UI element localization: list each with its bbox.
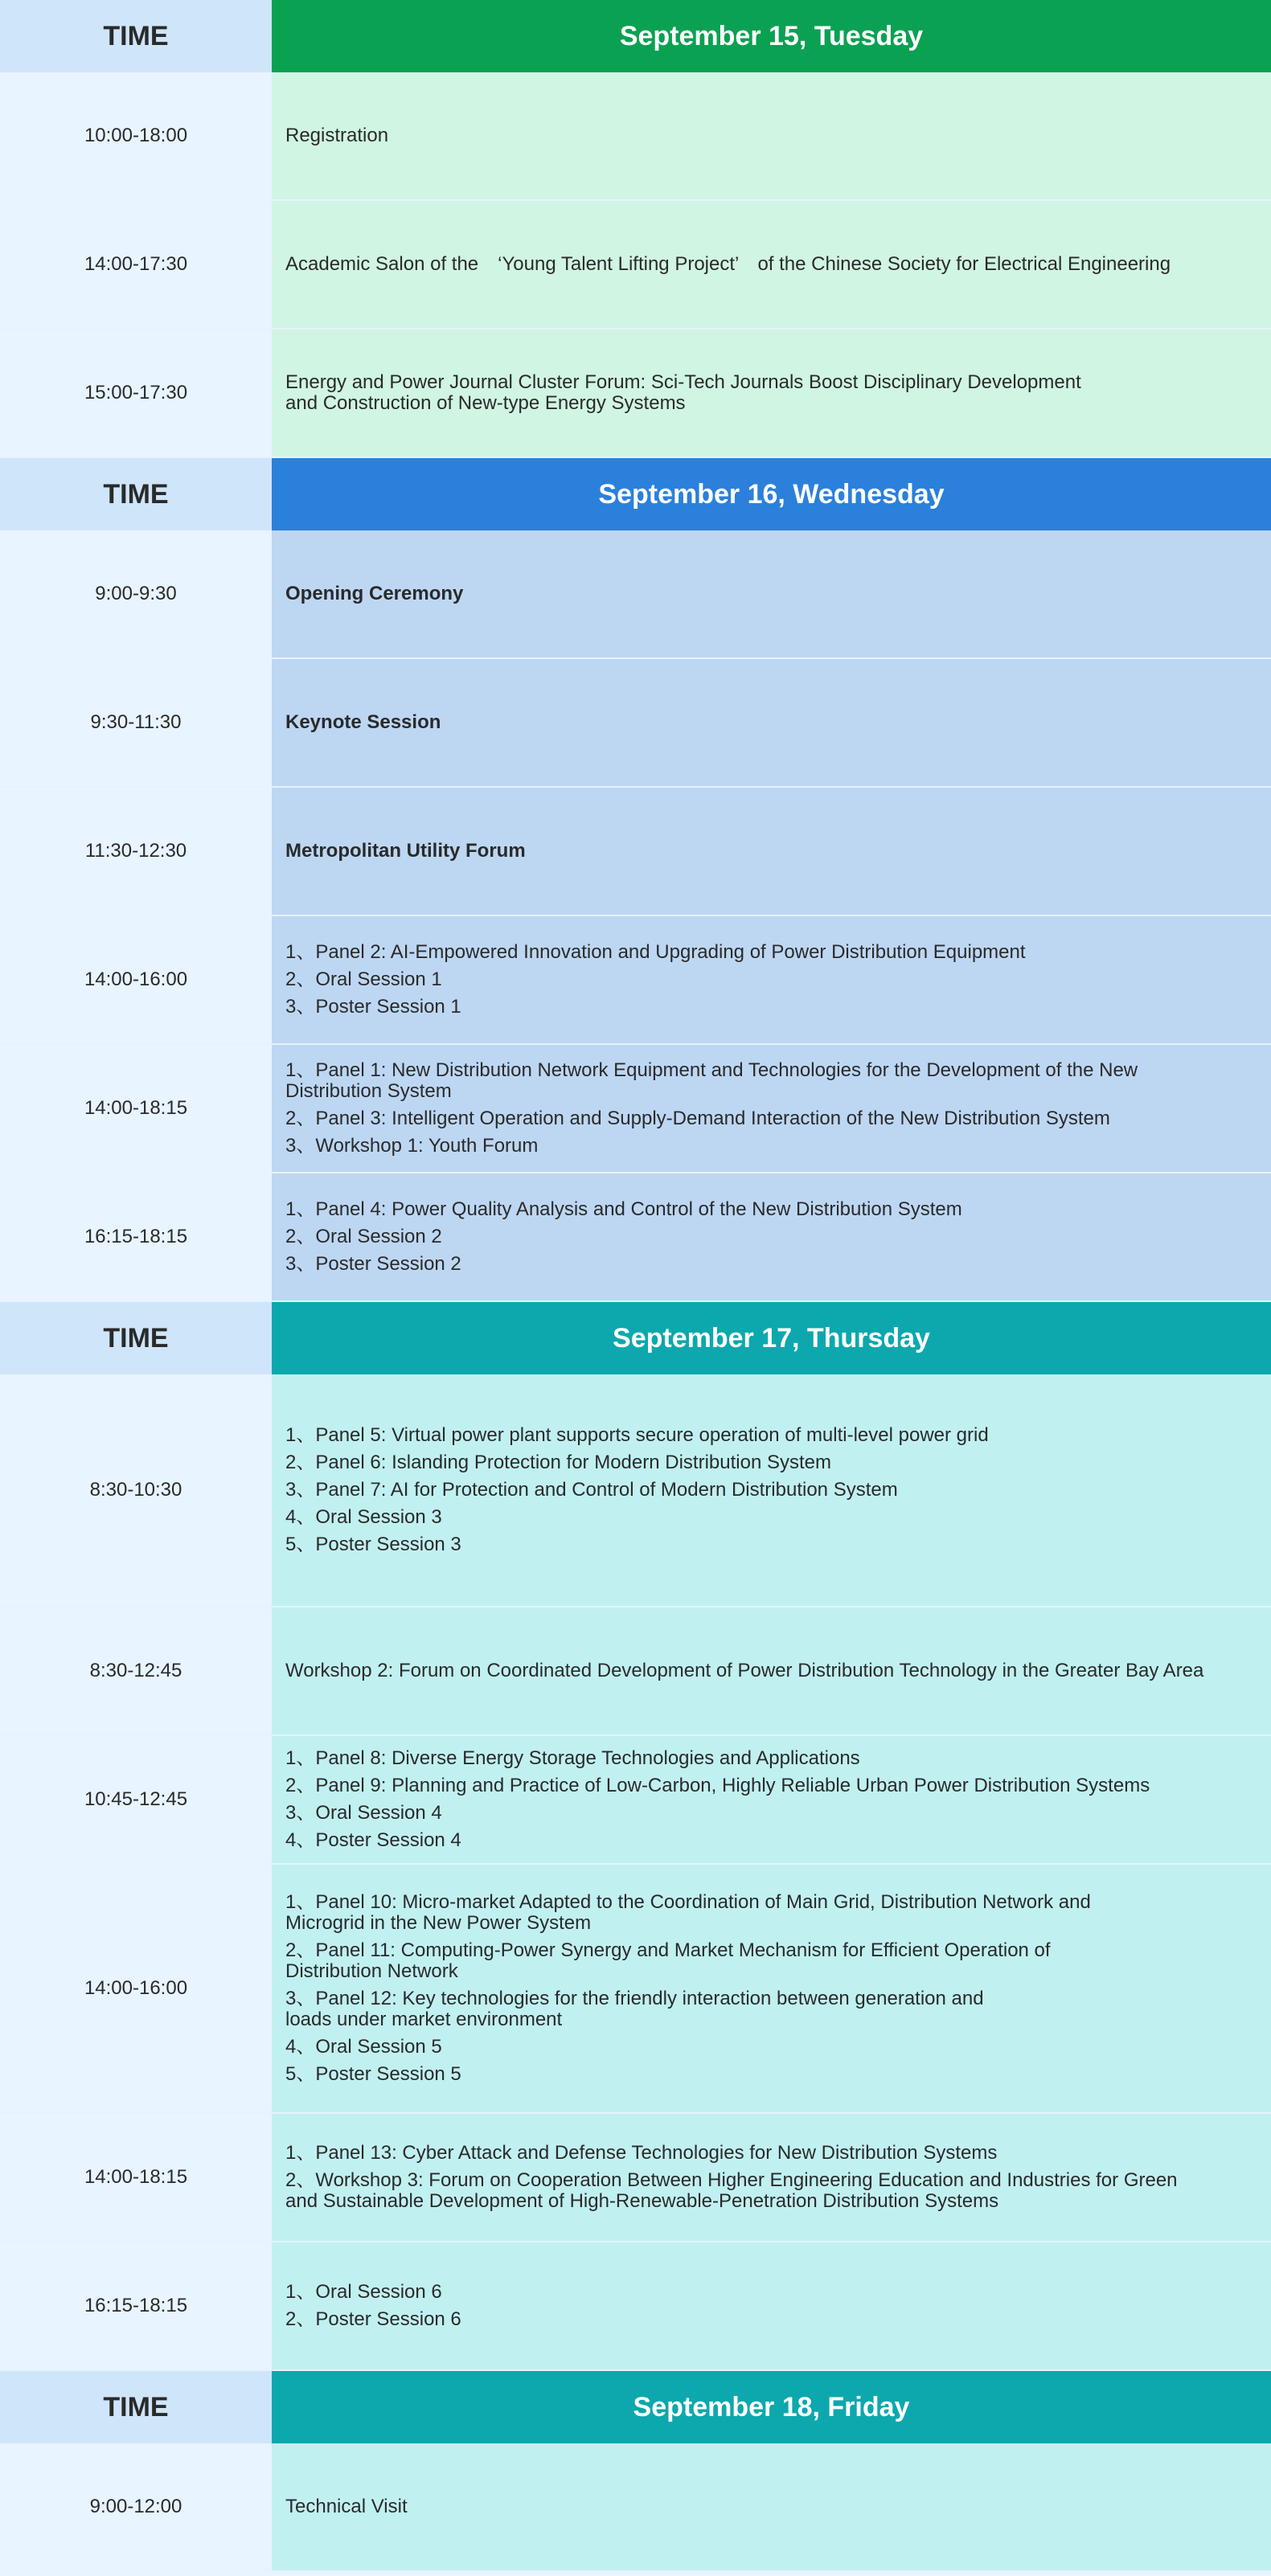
schedule-row bbox=[0, 916, 1271, 1045]
schedule-row bbox=[0, 530, 1271, 659]
session-content bbox=[272, 1173, 1271, 1300]
session-time: 9:00-12:00 bbox=[0, 2443, 272, 2570]
schedule-row bbox=[0, 1045, 1271, 1173]
session-item: 1、Panel 1: New Distribution Network Equipment and Technologies for the Development of the New Distribution System bbox=[285, 1059, 1138, 1102]
session-time: 16:15-18:15 bbox=[0, 1173, 272, 1300]
schedule-row bbox=[0, 1607, 1271, 1736]
session-content bbox=[272, 201, 1271, 328]
time-column-header: TIME bbox=[0, 458, 272, 530]
session-item: 4、Oral Session 3 bbox=[285, 1506, 442, 1528]
time-column-header: TIME bbox=[0, 1302, 272, 1374]
session-item: 1、Panel 8: Diverse Energy Storage Technologies and Applications bbox=[285, 1747, 860, 1769]
session-item: 2、Panel 11: Computing-Power Synergy and Market Mechanism for Efficient Operation of Distribution Network bbox=[285, 1939, 1051, 1982]
day-header bbox=[0, 0, 1271, 72]
schedule-row bbox=[0, 201, 1271, 330]
session-content bbox=[272, 2443, 1271, 2570]
schedule-row bbox=[0, 1173, 1271, 1302]
session-item: 2、Panel 3: Intelligent Operation and Supply-Demand Interaction of the New Distribution System bbox=[285, 1108, 1110, 1129]
session-content bbox=[272, 2114, 1271, 2241]
session-time: 16:15-18:15 bbox=[0, 2242, 272, 2369]
schedule-row bbox=[0, 2443, 1271, 2572]
schedule-row bbox=[0, 2114, 1271, 2242]
time-column-header: TIME bbox=[0, 0, 272, 72]
session-content bbox=[272, 530, 1271, 657]
session-item: Technical Visit bbox=[285, 2496, 408, 2517]
session-item: 3、Workshop 1: Youth Forum bbox=[285, 1135, 539, 1157]
session-item: Opening Ceremony bbox=[285, 583, 464, 604]
session-item: 2、Panel 6: Islanding Protection for Modern Distribution System bbox=[285, 1452, 831, 1473]
session-item: Academic Salon of the ‘Young Talent Lifting Project’ of the Chinese Society for Electrical Engineering bbox=[285, 253, 1171, 275]
day-date-header: September 18, Friday bbox=[272, 2371, 1271, 2443]
session-content bbox=[272, 2242, 1271, 2369]
session-item: 1、Panel 5: Virtual power plant supports secure operation of multi-level power grid bbox=[285, 1424, 989, 1446]
session-time: 14:00-16:00 bbox=[0, 916, 272, 1043]
session-time: 9:00-9:30 bbox=[0, 530, 272, 657]
session-item: 4、Oral Session 5 bbox=[285, 2036, 442, 2058]
session-item: 2、Oral Session 1 bbox=[285, 969, 442, 990]
schedule-row bbox=[0, 1865, 1271, 2114]
session-time: 8:30-10:30 bbox=[0, 1374, 272, 1606]
session-content bbox=[272, 1374, 1271, 1606]
session-time: 15:00-17:30 bbox=[0, 330, 272, 457]
session-item: 3、Poster Session 1 bbox=[285, 996, 461, 1018]
session-content bbox=[272, 1865, 1271, 2112]
day-date-header: September 16, Wednesday bbox=[272, 458, 1271, 530]
session-item: 1、Oral Session 6 bbox=[285, 2281, 442, 2303]
session-content bbox=[272, 1607, 1271, 1734]
schedule-row bbox=[0, 330, 1271, 458]
schedule-row bbox=[0, 659, 1271, 788]
day-date-header: September 15, Tuesday bbox=[272, 0, 1271, 72]
session-item: 1、Panel 10: Micro-market Adapted to the Coordination of Main Grid, Distribution Network and Microgrid in the New Power System bbox=[285, 1891, 1091, 1934]
session-item: Registration bbox=[285, 125, 389, 146]
session-item: Keynote Session bbox=[285, 711, 441, 733]
session-content bbox=[272, 1736, 1271, 1863]
session-item: 2、Workshop 3: Forum on Cooperation Between Higher Engineering Education and Industries for Green and Sustainable Development of High-Renewable-Penetration Distribution Systems bbox=[285, 2169, 1178, 2212]
session-item: 3、Poster Session 2 bbox=[285, 1253, 461, 1275]
day-header bbox=[0, 458, 1271, 530]
session-content bbox=[272, 659, 1271, 786]
day-section bbox=[0, 0, 1271, 458]
session-item: 4、Poster Session 4 bbox=[285, 1829, 461, 1851]
schedule-row bbox=[0, 1374, 1271, 1607]
session-time: 10:45-12:45 bbox=[0, 1736, 272, 1863]
session-time: 10:00-18:00 bbox=[0, 72, 272, 199]
session-time: 14:00-18:15 bbox=[0, 1045, 272, 1172]
session-time: 14:00-17:30 bbox=[0, 201, 272, 328]
session-item: 1、Panel 13: Cyber Attack and Defense Technologies for New Distribution Systems bbox=[285, 2142, 998, 2164]
session-content bbox=[272, 1045, 1271, 1172]
schedule-row bbox=[0, 2242, 1271, 2371]
session-item: 5、Poster Session 5 bbox=[285, 2063, 461, 2085]
session-item: Metropolitan Utility Forum bbox=[285, 840, 526, 862]
day-section bbox=[0, 458, 1271, 1302]
session-time: 14:00-16:00 bbox=[0, 1865, 272, 2112]
day-header bbox=[0, 1302, 1271, 1374]
session-item: 3、Panel 7: AI for Protection and Control of Modern Distribution System bbox=[285, 1479, 898, 1501]
day-section bbox=[0, 1302, 1271, 2371]
session-item: 2、Oral Session 2 bbox=[285, 1226, 442, 1247]
session-item: Workshop 2: Forum on Coordinated Development of Power Distribution Technology in the Greater Bay Area bbox=[285, 1660, 1204, 1681]
schedule-row bbox=[0, 1736, 1271, 1865]
session-item: 2、Panel 9: Planning and Practice of Low-Carbon, Highly Reliable Urban Power Distribution Systems bbox=[285, 1775, 1150, 1796]
session-content bbox=[272, 330, 1271, 457]
session-item: 1、Panel 4: Power Quality Analysis and Control of the New Distribution System bbox=[285, 1198, 962, 1220]
session-item: 1、Panel 2: AI-Empowered Innovation and Upgrading of Power Distribution Equipment bbox=[285, 941, 1026, 963]
session-time: 8:30-12:45 bbox=[0, 1607, 272, 1734]
session-item: 3、Oral Session 4 bbox=[285, 1802, 442, 1824]
session-content bbox=[272, 916, 1271, 1043]
session-item: 3、Panel 12: Key technologies for the friendly interaction between generation and loads under market environment bbox=[285, 1988, 984, 2030]
session-content bbox=[272, 788, 1271, 915]
session-content bbox=[272, 72, 1271, 199]
session-item: 2、Poster Session 6 bbox=[285, 2308, 461, 2330]
session-time: 14:00-18:15 bbox=[0, 2114, 272, 2241]
schedule-row bbox=[0, 72, 1271, 201]
session-time: 9:30-11:30 bbox=[0, 659, 272, 786]
schedule-row bbox=[0, 788, 1271, 916]
time-column-header: TIME bbox=[0, 2371, 272, 2443]
session-item: 5、Poster Session 3 bbox=[285, 1534, 461, 1555]
session-time: 11:30-12:30 bbox=[0, 788, 272, 915]
day-header bbox=[0, 2371, 1271, 2443]
day-section bbox=[0, 2371, 1271, 2572]
day-date-header: September 17, Thursday bbox=[272, 1302, 1271, 1374]
session-item: Energy and Power Journal Cluster Forum: Sci-Tech Journals Boost Disciplinary Development and Construction of New-type Energy Systems bbox=[285, 371, 1081, 414]
